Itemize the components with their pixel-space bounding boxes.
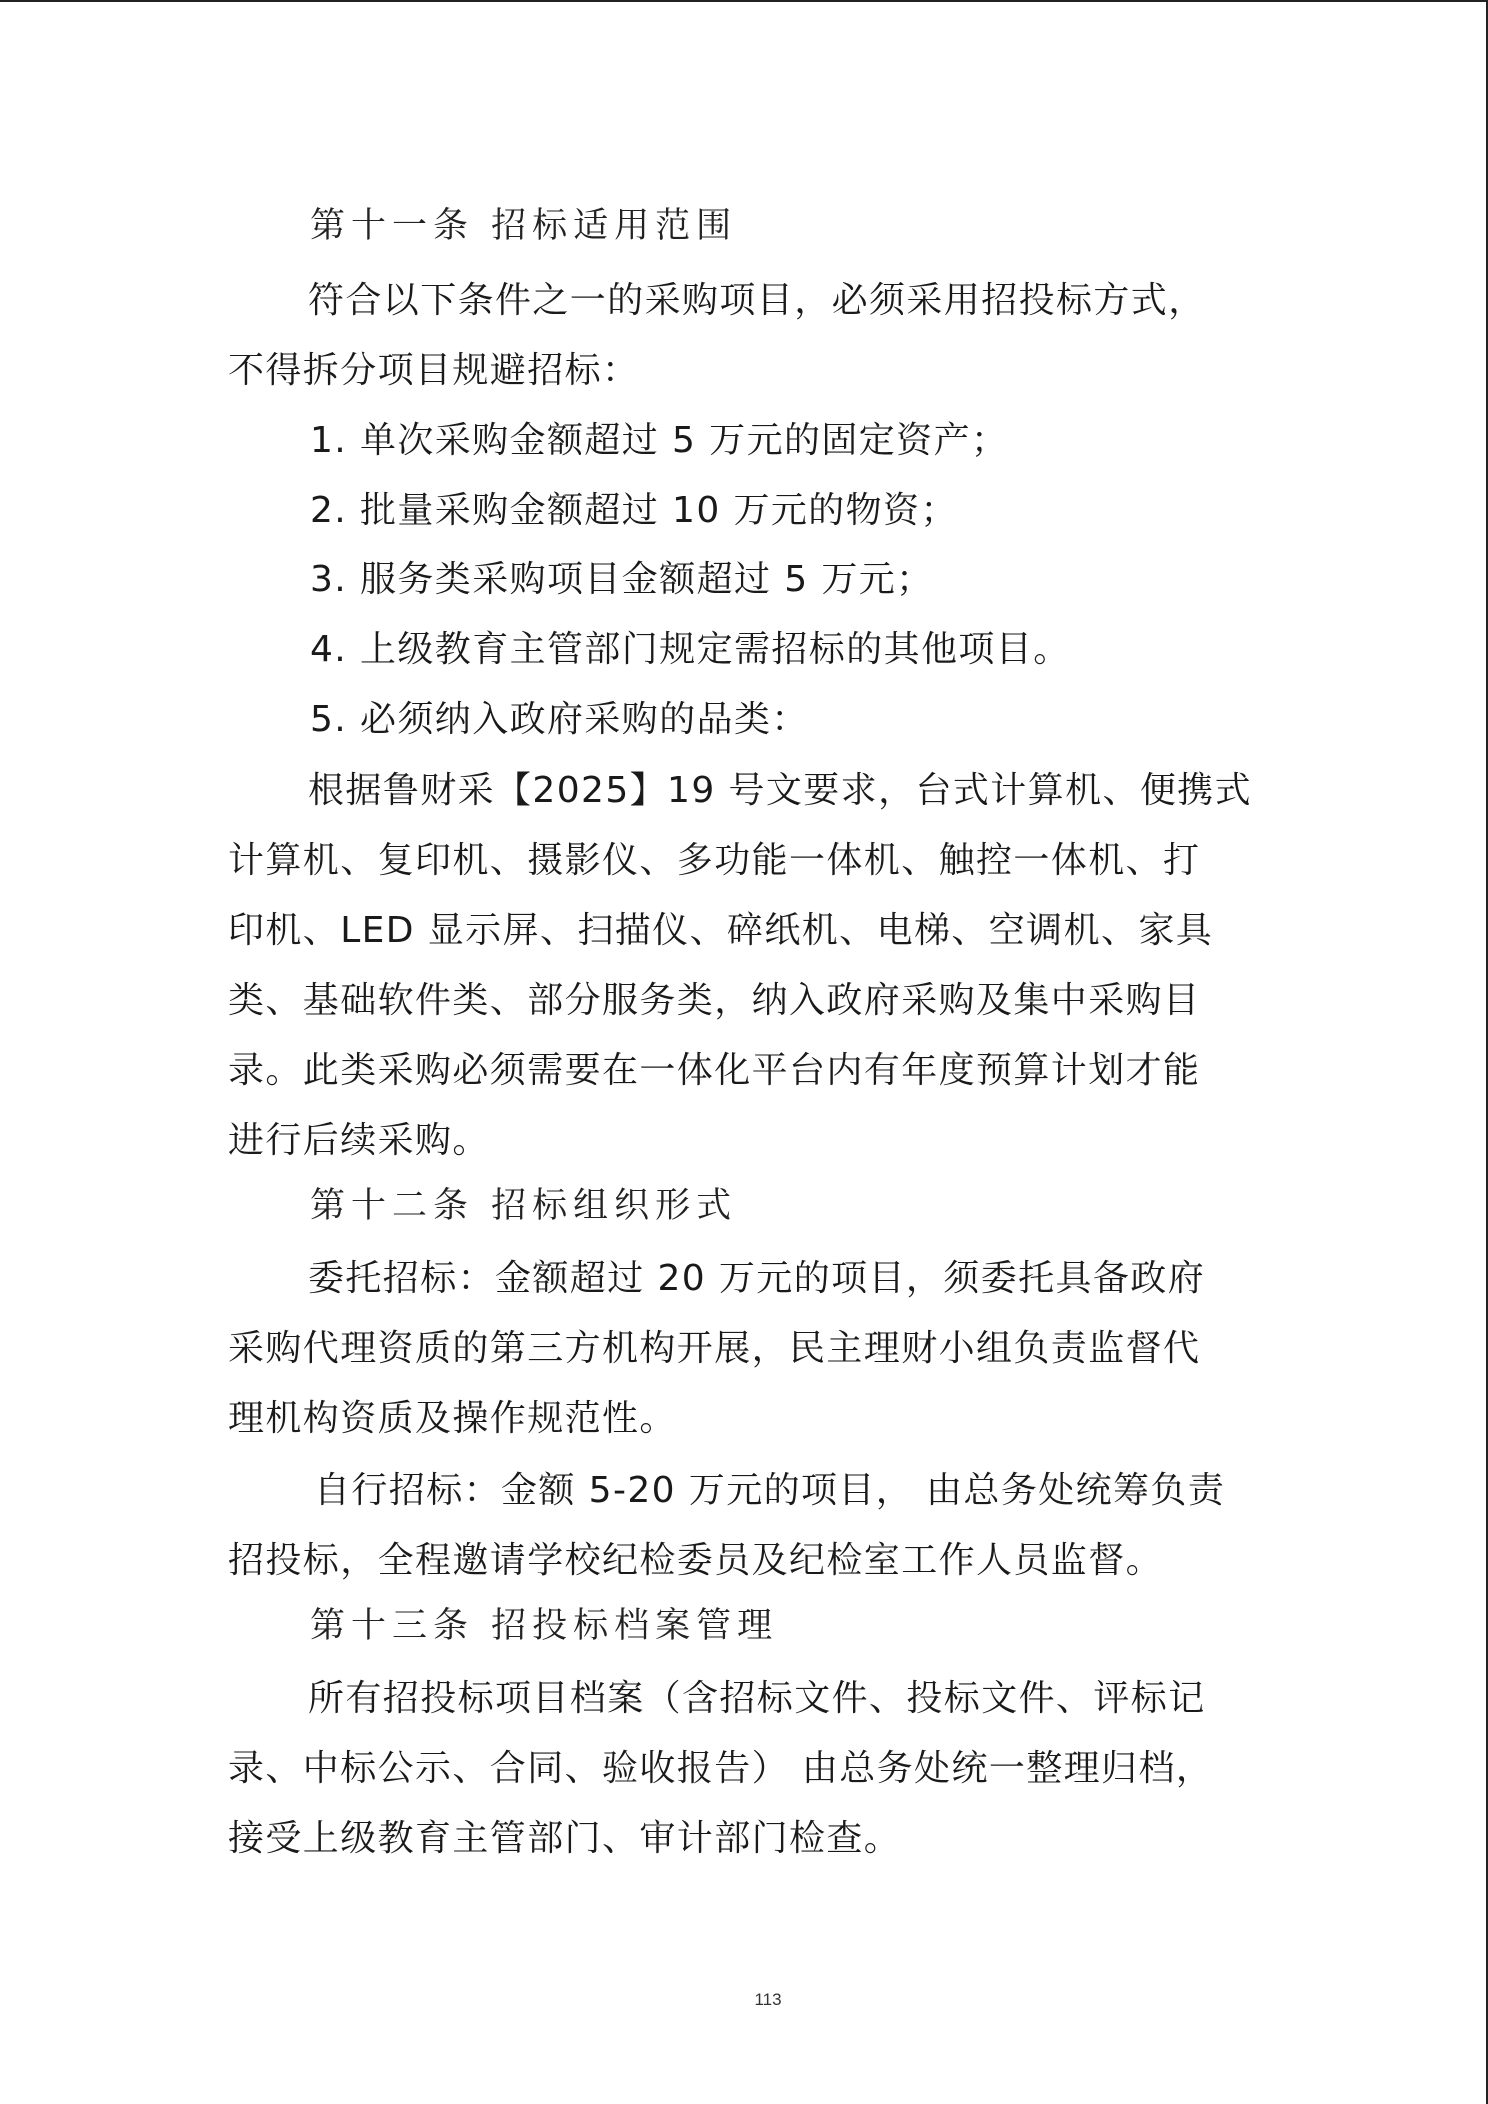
article-12-para1-line3: 理机构资质及操作规范性。 bbox=[228, 1398, 677, 1439]
article-13-para1-line1: 所有招投标项目档案（含招标文件、投标文件、评标记 bbox=[308, 1678, 1206, 1719]
article-11-para2-line4: 类、基础软件类、部分服务类，纳入政府采购及集中采购目 bbox=[228, 980, 1201, 1021]
article-12-para2-line2: 招投标，全程邀请学校纪检委员及纪检室工作人员监督。 bbox=[228, 1540, 1164, 1581]
page-top-border bbox=[0, 0, 1488, 2]
article-12-para1-line2: 采购代理资质的第三方机构开展，民主理财小组负责监督代 bbox=[228, 1328, 1201, 1369]
article-11-para2-line1: 根据鲁财采【2025】19 号文要求，台式计算机、便携式 bbox=[308, 770, 1253, 811]
article-11-para2-line3: 印机、LED 显示屏、扫描仪、碎纸机、电梯、空调机、家具 bbox=[228, 910, 1214, 951]
article-11-para2-line2: 计算机、复印机、摄影仪、多功能一体机、触控一体机、打 bbox=[228, 840, 1201, 881]
article-11-item-3: 3. 服务类采购项目金额超过 5 万元； bbox=[310, 559, 934, 600]
article-11-heading: 第十一条 招标适用范围 bbox=[310, 206, 738, 246]
article-13-para1-line2: 录、中标公示、合同、验收报告） 由总务处统一整理归档， bbox=[228, 1748, 1214, 1789]
page-number: 113 bbox=[754, 1990, 782, 2009]
article-11-item-1: 1. 单次采购金额超过 5 万元的固定资产； bbox=[310, 420, 1009, 461]
article-12-heading: 第十二条 招标组织形式 bbox=[310, 1186, 738, 1226]
article-13-heading: 第十三条 招投标档案管理 bbox=[310, 1606, 779, 1646]
article-11-para2-line5: 录。此类采购必须需要在一体化平台内有年度预算计划才能 bbox=[228, 1050, 1201, 1091]
article-11-para1-line1: 符合以下条件之一的采购项目，必须采用招投标方式， bbox=[308, 280, 1206, 321]
article-11-item-5: 5. 必须纳入政府采购的品类： bbox=[310, 699, 809, 740]
article-11-item-4: 4. 上级教育主管部门规定需招标的其他项目。 bbox=[310, 629, 1071, 670]
article-11-para2-line6: 进行后续采购。 bbox=[228, 1120, 490, 1161]
article-13-para1-line3: 接受上级教育主管部门、审计部门检查。 bbox=[228, 1818, 902, 1859]
article-12-para1-line1: 委托招标：金额超过 20 万元的项目，须委托具备政府 bbox=[308, 1258, 1206, 1299]
article-11-item-2: 2. 批量采购金额超过 10 万元的物资； bbox=[310, 490, 958, 531]
article-12-para2-line1: 自行招标：金额 5-20 万元的项目， 由总务处统筹负责 bbox=[314, 1470, 1226, 1511]
article-11-para1-line2: 不得拆分项目规避招标： bbox=[228, 350, 640, 391]
